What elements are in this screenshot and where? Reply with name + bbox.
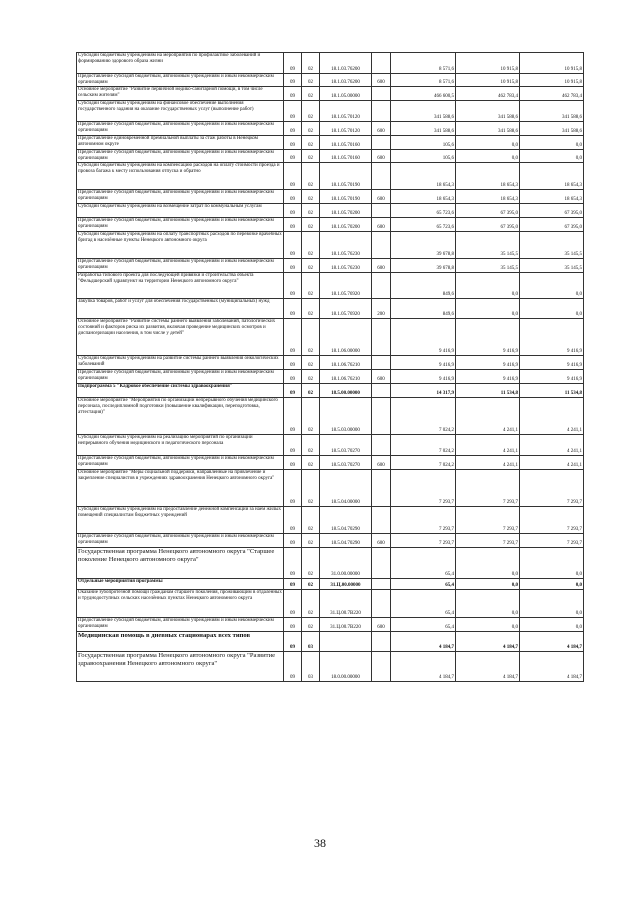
amount-year2-cell: 0,0 [456,136,520,150]
amount-year1-cell: 65,4 [391,618,456,632]
target-article-cell: 18.0.00.00000 [320,652,372,682]
row-name-cell: Предоставление субсидий бюджетным, автономным учреждениям и иным некоммерческим организациям [77,150,284,163]
amount-year1-cell: 849,6 [391,273,456,299]
target-article-cell: 18.5.00.00000 [320,384,372,398]
row-name-cell: Основное мероприятие "Мероприятия по организации непрерывного обучения медицинского персонала, последипломной подготовки (повышение квалификации, переподготовка, аттестация)" [77,398,284,435]
subsection-code-cell: 02 [302,319,320,356]
expense-type-cell [372,319,391,356]
section-code-cell: 09 [284,370,302,384]
table-row [77,101,584,122]
subsection-code-cell: 02 [302,190,320,204]
section-code-cell: 09 [284,579,302,590]
amount-year1-cell: 341 588,6 [391,101,456,122]
amount-year1-cell: 7 293,7 [391,507,456,534]
table-row [77,356,584,370]
subsection-code-cell: 02 [302,87,320,101]
row-name-cell: Субсидии бюджетным учреждениям на возмещение затрат по коммунальным услугам [77,204,284,218]
amount-year3-cell: 9 416,9 [520,370,584,384]
expense-type-cell [372,652,391,682]
amount-year1-cell: 341 588,6 [391,122,456,136]
row-name-cell: Основное мероприятие "Развитие первичной медико-санитарной помощи, в том числе сельским жителям" [77,87,284,101]
expense-type-cell: 600 [372,122,391,136]
amount-year1-cell: 7 024,2 [391,435,456,456]
subsection-code-cell: 02 [302,299,320,319]
amount-year2-cell: 9 416,9 [456,370,520,384]
expense-type-cell [372,632,391,652]
amount-year3-cell: 9 416,9 [520,356,584,370]
target-article-cell: 18.1.05.70160 [320,150,372,163]
table-row [77,590,584,618]
subsection-code-cell: 02 [302,232,320,259]
target-article-cell: 31.Ц.00.7В220 [320,618,372,632]
row-name-cell: Государственная программа Ненецкого автономного округа "Старшее поколение Ненецкого автономного округа" [77,548,284,579]
table-row [77,548,584,579]
row-name-cell: Субсидии бюджетным учреждениям на развитие системы раннего выявления онкологических заболеваний [77,356,284,370]
table-row [77,507,584,534]
table-row [77,632,584,652]
target-article-cell: 31.Ц.00.7В220 [320,590,372,618]
target-article-cell: 18.1.03.76200 [320,74,372,87]
target-article-cell: 31.0.00.00000 [320,548,372,579]
table-row [77,74,584,87]
row-name-cell: Государственная программа Ненецкого автономного округа "Развитие здравоохранения Ненецкого автономного округа" [77,652,284,682]
amount-year2-cell: 0,0 [456,618,520,632]
section-code-cell: 09 [284,356,302,370]
table-row [77,150,584,163]
amount-year1-cell: 466 600,5 [391,87,456,101]
target-article-cell: 18.1.05.70120 [320,122,372,136]
row-name-cell: Медицинская помощь в дневных стационарах всех типов [77,632,284,652]
row-name-cell: Субсидии бюджетным учреждениям на предоставление денежной компенсации за наём жилых помещений специалистам бюджетных учреждений [77,507,284,534]
subsection-code-cell: 02 [302,273,320,299]
table-row [77,204,584,218]
subsection-code-cell: 02 [302,398,320,435]
amount-year2-cell: 0,0 [456,150,520,163]
expense-type-cell [372,356,391,370]
expense-type-cell: 600 [372,456,391,470]
target-article-cell: 18.1.05.70190 [320,163,372,190]
row-name-cell: Субсидии бюджетным учреждениям на реализацию мероприятий по организации непрерывного обучения медицинского и педагогического персонала [77,435,284,456]
target-article-cell: 18.1.05.70200 [320,218,372,232]
subsection-code-cell: 02 [302,259,320,273]
amount-year3-cell: 4 241,1 [520,456,584,470]
row-name-cell: Отдельные мероприятия программы [77,579,284,590]
section-code-cell: 09 [284,218,302,232]
budget-table-sheet [76,52,583,682]
amount-year3-cell: 4 184,7 [520,652,584,682]
amount-year1-cell: 39 678,8 [391,259,456,273]
amount-year2-cell: 10 915,8 [456,53,520,74]
table-row [77,232,584,259]
amount-year1-cell: 65,4 [391,548,456,579]
table-row [77,398,584,435]
expense-type-cell [372,590,391,618]
amount-year3-cell: 4 241,1 [520,435,584,456]
amount-year3-cell: 10 915,8 [520,53,584,74]
amount-year2-cell: 0,0 [456,299,520,319]
amount-year3-cell: 0,0 [520,273,584,299]
expense-type-cell: 200 [372,299,391,319]
amount-year3-cell: 10 915,8 [520,74,584,87]
table-row [77,87,584,101]
target-article-cell: 18.1.05.00000 [320,87,372,101]
expense-type-cell: 600 [372,259,391,273]
amount-year2-cell: 0,0 [456,548,520,579]
row-name-cell: Разработка типового проекта для последующей привязки и строительства объекта "Фельдшерский здравпункт на территории Ненецкого автономного округа" [77,273,284,299]
target-article-cell: 18.1.05.70160 [320,136,372,150]
budget-table-body [77,53,584,682]
target-article-cell: 18.1.06.76210 [320,356,372,370]
section-code-cell: 09 [284,299,302,319]
expense-type-cell [372,435,391,456]
expense-type-cell: 600 [372,218,391,232]
table-row [77,136,584,150]
target-article-cell: 18.1.05.76230 [320,232,372,259]
subsection-code-cell: 02 [302,579,320,590]
table-row [77,435,584,456]
amount-year2-cell: 341 588,6 [456,122,520,136]
amount-year3-cell: 67 395,0 [520,204,584,218]
table-row [77,53,584,74]
expense-type-cell [372,204,391,218]
subsection-code-cell: 02 [302,435,320,456]
amount-year1-cell: 7 293,7 [391,470,456,507]
subsection-code-cell: 02 [302,356,320,370]
amount-year3-cell: 0,0 [520,579,584,590]
amount-year1-cell: 18 654,3 [391,163,456,190]
amount-year2-cell: 341 588,6 [456,101,520,122]
section-code-cell: 09 [284,470,302,507]
row-name-cell: Предоставление единовременной премиальной выплаты за стаж работы в Ненецком автономном округе [77,136,284,150]
amount-year2-cell: 35 145,5 [456,259,520,273]
expense-type-cell [372,232,391,259]
subsection-code-cell: 02 [302,470,320,507]
amount-year3-cell: 7 293,7 [520,507,584,534]
row-name-cell: Предоставление субсидий бюджетным, автономным учреждениям и иным некоммерческим организациям [77,456,284,470]
row-name-cell: Основное мероприятие "Меры социальной поддержки, направленные на привлечение и закрепление специалистов в учреждениях здравоохранения Ненецкого автономного округа" [77,470,284,507]
amount-year3-cell: 35 145,5 [520,232,584,259]
expense-type-cell [372,53,391,74]
amount-year1-cell: 9 416,9 [391,356,456,370]
expense-type-cell: 600 [372,618,391,632]
amount-year2-cell: 0,0 [456,579,520,590]
expense-type-cell: 600 [372,370,391,384]
amount-year3-cell: 18 654,3 [520,163,584,190]
section-code-cell: 09 [284,74,302,87]
amount-year2-cell: 11 534,8 [456,384,520,398]
amount-year1-cell: 7 293,7 [391,534,456,548]
section-code-cell: 09 [284,122,302,136]
row-name-cell: Предоставление субсидий бюджетным, автономным учреждениям и иным некоммерческим организациям [77,259,284,273]
amount-year2-cell: 7 293,7 [456,507,520,534]
amount-year3-cell: 4 184,7 [520,632,584,652]
amount-year3-cell: 11 534,8 [520,384,584,398]
subsection-code-cell: 03 [302,632,320,652]
amount-year3-cell: 7 293,7 [520,470,584,507]
amount-year2-cell: 7 293,7 [456,534,520,548]
table-row [77,534,584,548]
subsection-code-cell: 02 [302,74,320,87]
target-article-cell: 18.1.06.76210 [320,370,372,384]
section-code-cell: 09 [284,590,302,618]
target-article-cell: 18.1.05.76920 [320,299,372,319]
section-code-cell: 09 [284,618,302,632]
amount-year2-cell: 18 654,3 [456,163,520,190]
section-code-cell: 09 [284,273,302,299]
expense-type-cell: 600 [372,150,391,163]
target-article-cell: 31.Ц.00.00000 [320,579,372,590]
target-article-cell: 18.1.06.00000 [320,319,372,356]
target-article-cell: 18.1.03.76200 [320,53,372,74]
row-name-cell: Предоставление субсидий бюджетным, автономным учреждениям и иным некоммерческим организациям [77,122,284,136]
page-number: 38 [314,836,326,850]
subsection-code-cell: 02 [302,618,320,632]
expense-type-cell [372,507,391,534]
amount-year1-cell: 18 654,3 [391,190,456,204]
row-name-cell: Предоставление субсидий бюджетным, автономным учреждениям и иным некоммерческим организациям [77,618,284,632]
target-article-cell: 18.5.03.00000 [320,398,372,435]
amount-year3-cell: 0,0 [520,548,584,579]
amount-year1-cell: 65 723,6 [391,218,456,232]
amount-year2-cell: 4 241,1 [456,398,520,435]
row-name-cell: Субсидии бюджетным учреждениям на компенсацию расходов на оплату стоимости проезда и провоза багажа к месту использования отпуска и обратно [77,163,284,190]
target-article-cell: 18.5.03.70270 [320,435,372,456]
table-row [77,470,584,507]
table-row [77,122,584,136]
expense-type-cell [372,101,391,122]
row-name-cell: Субсидии бюджетным учреждениям на оплату транспортных расходов по перевозке врачебных бригад в населённые пункты Ненецкого автономного округа [77,232,284,259]
section-code-cell: 09 [284,319,302,356]
amount-year2-cell: 4 241,1 [456,435,520,456]
table-row [77,579,584,590]
expense-type-cell [372,87,391,101]
row-name-cell: Предоставление субсидий бюджетным, автономным учреждениям и иным некоммерческим организациям [77,190,284,204]
amount-year1-cell: 9 416,9 [391,319,456,356]
amount-year2-cell: 462 783,4 [456,87,520,101]
amount-year3-cell: 18 654,3 [520,190,584,204]
amount-year3-cell: 0,0 [520,618,584,632]
section-code-cell: 09 [284,534,302,548]
amount-year2-cell: 9 416,9 [456,356,520,370]
row-name-cell: Предоставление субсидий бюджетным, автономным учреждениям и иным некоммерческим организациям [77,218,284,232]
section-code-cell: 09 [284,548,302,579]
amount-year1-cell: 8 571,6 [391,53,456,74]
target-article-cell: 18.5.03.70270 [320,456,372,470]
row-name-cell: Основное мероприятие "Развитие системы раннего выявления заболеваний, патологических состояний и факторов риска их развития, включая проведение медицинских осмотров и диспансеризации населения, в том числе у детей" [77,319,284,356]
subsection-code-cell: 02 [302,163,320,190]
section-code-cell: 09 [284,259,302,273]
amount-year3-cell: 0,0 [520,136,584,150]
target-article-cell: 18.1.05.76230 [320,259,372,273]
subsection-code-cell: 02 [302,122,320,136]
target-article-cell: 18.1.05.70200 [320,204,372,218]
amount-year2-cell: 7 293,7 [456,470,520,507]
expense-type-cell [372,548,391,579]
amount-year1-cell: 7 024,2 [391,456,456,470]
row-name-cell: Подпрограмма 5 "Кадровое обеспечение системы здравоохранения" [77,384,284,398]
target-article-cell: 18.1.05.70120 [320,101,372,122]
subsection-code-cell: 02 [302,204,320,218]
amount-year3-cell: 7 293,7 [520,534,584,548]
amount-year3-cell: 0,0 [520,590,584,618]
subsection-code-cell: 03 [302,652,320,682]
target-article-cell: 18.5.04.70290 [320,534,372,548]
amount-year2-cell: 18 654,3 [456,190,520,204]
expense-type-cell [372,579,391,590]
section-code-cell: 09 [284,632,302,652]
amount-year1-cell: 105,6 [391,150,456,163]
subsection-code-cell: 02 [302,101,320,122]
table-row [77,273,584,299]
table-row [77,618,584,632]
amount-year3-cell: 341 588,6 [520,101,584,122]
section-code-cell: 09 [284,190,302,204]
amount-year1-cell: 65,4 [391,590,456,618]
table-row [77,190,584,204]
table-row [77,384,584,398]
section-code-cell: 09 [284,163,302,190]
target-article-cell: 18.5.04.00000 [320,470,372,507]
section-code-cell: 09 [284,456,302,470]
section-code-cell: 09 [284,150,302,163]
subsection-code-cell: 02 [302,548,320,579]
amount-year1-cell: 4 184,7 [391,632,456,652]
amount-year3-cell: 9 416,9 [520,319,584,356]
target-article-cell: 18.1.05.76920 [320,273,372,299]
expense-type-cell [372,470,391,507]
amount-year1-cell: 4 184,7 [391,652,456,682]
amount-year3-cell: 0,0 [520,150,584,163]
table-row [77,299,584,319]
amount-year2-cell: 0,0 [456,590,520,618]
amount-year2-cell: 67 395,0 [456,218,520,232]
section-code-cell: 09 [284,507,302,534]
row-name-cell: Закупка товаров, работ и услуг для обеспечения государственных (муниципальных) нужд [77,299,284,319]
subsection-code-cell: 02 [302,370,320,384]
amount-year2-cell: 4 241,1 [456,456,520,470]
row-name-cell: Предоставление субсидий бюджетным, автономным учреждениям и иным некоммерческим организациям [77,534,284,548]
subsection-code-cell: 02 [302,456,320,470]
row-name-cell: Субсидии бюджетным учреждениям на мероприятия по профилактике заболеваний и формированию здорового образа жизни [77,53,284,74]
amount-year1-cell: 14 317,9 [391,384,456,398]
subsection-code-cell: 02 [302,150,320,163]
target-article-cell: 18.1.05.70190 [320,190,372,204]
section-code-cell: 09 [284,652,302,682]
expense-type-cell: 600 [372,74,391,87]
row-name-cell: Предоставление субсидий бюджетным, автономным учреждениям и иным некоммерческим организациям [77,74,284,87]
row-name-cell: Предоставление субсидий бюджетным, автономным учреждениям и иным некоммерческим организациям [77,370,284,384]
table-row [77,218,584,232]
amount-year2-cell: 4 184,7 [456,652,520,682]
section-code-cell: 09 [284,398,302,435]
section-code-cell: 09 [284,53,302,74]
amount-year2-cell: 4 184,7 [456,632,520,652]
table-row [77,370,584,384]
subsection-code-cell: 02 [302,218,320,232]
amount-year3-cell: 67 395,0 [520,218,584,232]
amount-year3-cell: 0,0 [520,299,584,319]
subsection-code-cell: 02 [302,136,320,150]
amount-year1-cell: 9 416,9 [391,370,456,384]
table-row [77,652,584,682]
expense-type-cell [372,136,391,150]
section-code-cell: 09 [284,136,302,150]
amount-year2-cell: 35 145,5 [456,232,520,259]
subsection-code-cell: 02 [302,53,320,74]
section-code-cell: 09 [284,232,302,259]
section-code-cell: 09 [284,384,302,398]
amount-year2-cell: 10 915,8 [456,74,520,87]
table-row [77,319,584,356]
amount-year3-cell: 341 588,6 [520,122,584,136]
amount-year1-cell: 8 571,6 [391,74,456,87]
table-row [77,163,584,190]
row-name-cell: Субсидии бюджетным учреждениям на финансовое обеспечение выполнения государственного задания на оказание государственных услуг (выполнение работ) [77,101,284,122]
subsection-code-cell: 02 [302,507,320,534]
row-name-cell: Оказание зубопротезной помощи гражданам старшего поколения, проживающим в отдалённых и труднодоступных сельских населённых пунктах Ненецкого автономного округа [77,590,284,618]
table-row [77,456,584,470]
section-code-cell: 09 [284,435,302,456]
expense-type-cell [372,163,391,190]
expense-type-cell [372,273,391,299]
section-code-cell: 09 [284,204,302,218]
amount-year3-cell: 462 783,4 [520,87,584,101]
amount-year3-cell: 4 241,1 [520,398,584,435]
expense-type-cell: 600 [372,190,391,204]
target-article-cell: 18.5.04.70290 [320,507,372,534]
amount-year1-cell: 105,6 [391,136,456,150]
amount-year2-cell: 67 395,0 [456,204,520,218]
amount-year3-cell: 35 145,5 [520,259,584,273]
budget-table [76,52,584,682]
expense-type-cell [372,384,391,398]
amount-year1-cell: 7 024,2 [391,398,456,435]
subsection-code-cell: 02 [302,590,320,618]
subsection-code-cell: 02 [302,534,320,548]
amount-year1-cell: 849,6 [391,299,456,319]
section-code-cell: 09 [284,87,302,101]
expense-type-cell [372,398,391,435]
target-article-cell [320,632,372,652]
amount-year2-cell: 9 416,9 [456,319,520,356]
table-row [77,259,584,273]
amount-year1-cell: 65,4 [391,579,456,590]
section-code-cell: 09 [284,101,302,122]
expense-type-cell: 600 [372,534,391,548]
subsection-code-cell: 02 [302,384,320,398]
amount-year1-cell: 65 723,6 [391,204,456,218]
amount-year2-cell: 0,0 [456,273,520,299]
amount-year1-cell: 39 678,8 [391,232,456,259]
